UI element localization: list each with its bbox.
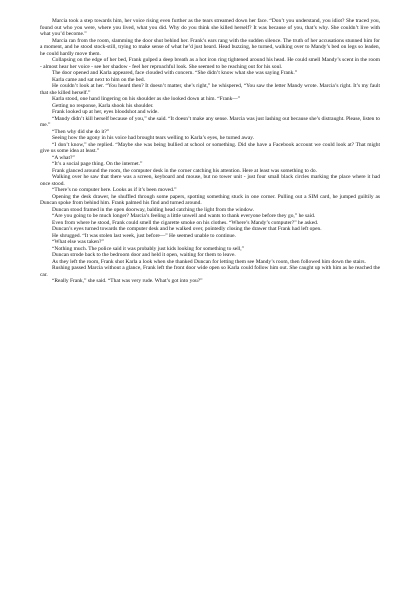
paragraph: Karla came and sat next to him on the bed. (52, 76, 146, 83)
paragraph: Opening the desk drawer, he shuffled through some papers, spotting something stuck in one corner. Pulling out a SIM card, he jumped guiltily as Duncan spoke from behind him. Frank palmed his find and turned around. (40, 193, 380, 206)
paragraph: “Mandy didn’t kill herself because of you,” she said. “It doesn’t make any sense. Marcia was just lashing out because she’s distraught. Please, listen to me.” (40, 115, 380, 128)
paragraph: He shrugged. “It was stolen last week, just before—” He seemed unable to continue. (52, 232, 236, 239)
paragraph: “Then why did she do it?” (52, 128, 110, 135)
paragraph: “A what?” (52, 154, 75, 161)
paragraph: Rushing passed Marcia without a glance, Frank left the front door wide open so Karla could follow him out. She caught up with him as he reached the car. (40, 265, 380, 278)
paragraph: Seeing how the agony in his voice had brought tears welling to Karla’s eyes, he turned away. (52, 135, 254, 141)
paragraph: As they left the room, Frank shot Karla a look when she thanked Duncan for letting them see Mandy’s room, then followed him down the stairs. (52, 258, 366, 265)
paragraph: “There’s no computer here. Looks as if it’s been moved.” (52, 187, 177, 193)
paragraph: Duncan stood framed in the open doorway, balding head catching the light from the window. (52, 206, 254, 213)
paragraph: “Nothing much. The police said it was probably just kids looking for something to sell,” (52, 245, 244, 252)
paragraph: Marcia ran from the room, slamming the door shut behind her. Frank’s ears rang with the sudden silence. The truth of her accusations stunned him for a moment, and he stood stock-still, trying to make sense of what he’d just heard. Head buzzing, he turned, walking over to Mandy’s bed on legs so leaden, he could hardly move them. (40, 37, 380, 57)
paragraph: The door opened and Karla appeared, face clouded with concern. “She didn’t know what she was saying Frank.” (52, 70, 298, 76)
paragraph: Frank glanced around the room, the computer desk in the corner catching his attention. Here at least was something to do. (52, 167, 318, 174)
paragraph: “What else was taken?” (52, 239, 104, 245)
paragraph: Marcia took a step towards him, her voice rising even further as the tears streamed down her face. “Don’t you understand, you idiot? She traced you, found out who you were, where you lived, what you did. Why do you think she killed herself? It was because of you, that’s why. She couldn’t live with what you’d become.” (40, 18, 380, 37)
paragraph: “It’s a social page thing. On the internet.” (52, 161, 143, 167)
paragraph: Collapsing on the edge of her bed, Frank gulped a deep breath as a hot iron ring tightened around his head. He could smell Mandy’s scent in the room - almost hear her voice - see her shadow - feel her reproachful look. She seemed to be reaching out for his soul. (40, 57, 380, 70)
paragraph: “I don’t know,” she replied. “Maybe she was being bullied at school or something. Did she have a Facebook account we could look at? That might give us some idea at least.” (40, 141, 380, 154)
paragraph: “Are you going to be much longer? Marcia’s feeling a little unwell and wants to thank everyone before they go,” he said. (52, 213, 316, 219)
paragraph: Walking over he saw that there was a screen, keyboard and mouse, but no tower unit - just four small black circles marking the place where it had once stood. (40, 174, 380, 187)
paragraph: Frank looked up at her, eyes bloodshot and wide. (52, 109, 159, 115)
paragraph: Duncan strode back to the bedroom door and held it open, waiting for them to leave. (52, 252, 236, 258)
paragraph: Getting no response, Karla shook his shoulder. (52, 102, 154, 109)
paragraph: He couldn’t look at her. “You heard then? It doesn’t matter, she’s right,” he whispered, “You saw the letter Mandy wrote. Marcia’s right. It’s my fault that she killed herself.” (40, 83, 380, 96)
paragraph: Duncan’s eyes turned towards the computer desk and he walked over, pointedly closing the drawer that Frank had left open. (52, 226, 322, 232)
paragraph: Karla stood, one hand lingering on his shoulder as she looked down at him. “Frank—” (52, 96, 241, 102)
paragraph: “Really Frank,” she said. “That was very rude. What’s got into you?” (52, 278, 203, 284)
paragraph: Even from where he stood, Frank could smell the cigarette smoke on his clothes. “Where’s Mandy’s computer?” he asked. (52, 219, 319, 226)
